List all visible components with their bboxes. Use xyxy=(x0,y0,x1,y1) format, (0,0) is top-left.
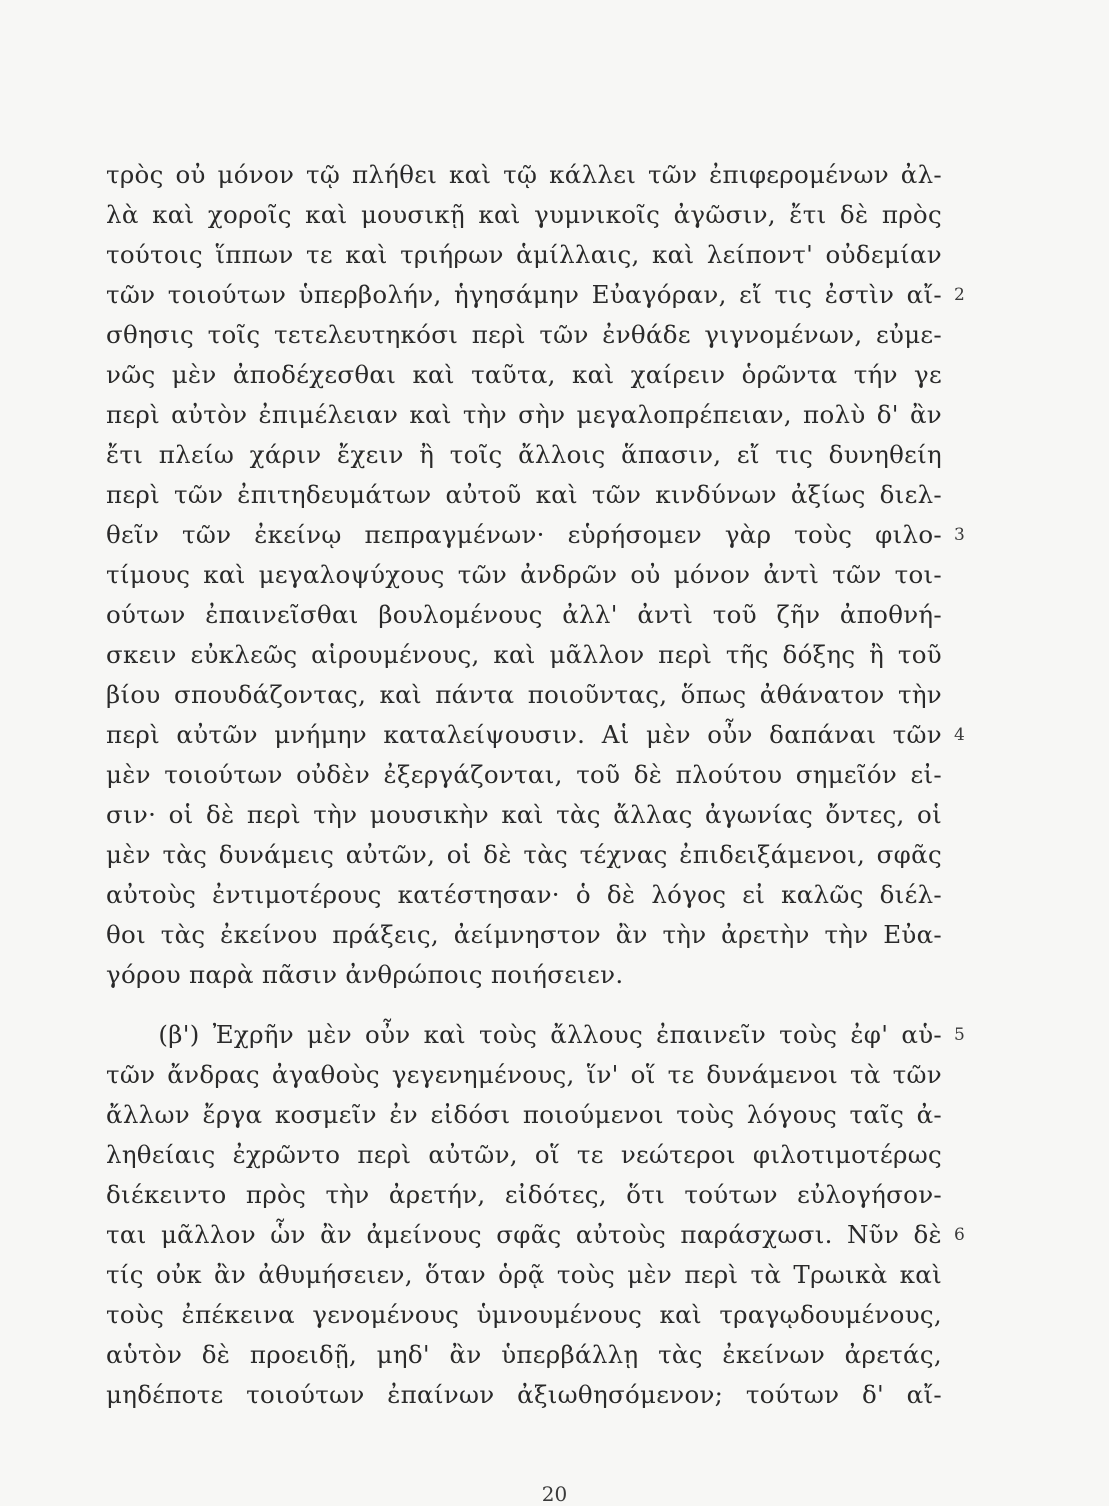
text-line: σιν· οἱ δὲ περὶ τὴν μουσικὴν καὶ τὰς ἄλλας ἀγωνίας ὄντες, οἱ xyxy=(106,800,942,829)
text-line: νῶς μὲν ἀποδέχεσθαι καὶ ταῦτα, καὶ χαίρειν ὁρῶντα τήν γε xyxy=(106,360,942,389)
text-line: ληθείαις ἐχρῶντο περὶ αὐτῶν, οἵ τε νεώτεροι φιλοτιμοτέρως xyxy=(106,1140,942,1169)
text-line: αὐτοὺς ἐντιμοτέρους κατέστησαν· ὁ δὲ λόγος εἰ καλῶς διέλ- xyxy=(106,880,942,909)
text-line: σκειν εὐκλεῶς αἱρουμένους, καὶ μᾶλλον περὶ τῆς δόξης ἢ τοῦ xyxy=(106,640,942,669)
text-line: περὶ τῶν ἐπιτηδευμάτων αὐτοῦ καὶ τῶν κινδύνων ἀξίως διελ- xyxy=(106,480,942,509)
text-line: ούτων ἐπαινεῖσθαι βουλομένους ἀλλ' ἀντὶ τοῦ ζῆν ἀποθνή- xyxy=(106,600,942,629)
section-number: 2 xyxy=(954,285,965,305)
text-line: μὲν τοιούτων οὐδὲν ἐξεργάζονται, τοῦ δὲ πλούτου σημεῖόν εἰ- xyxy=(106,760,942,789)
page-number: 20 xyxy=(541,1482,568,1506)
text-line: περὶ αὐτὸν ἐπιμέλειαν καὶ τὴν σὴν μεγαλοπρέπειαν, πολὺ δ' ἂν xyxy=(106,400,942,429)
text-line: μηδέποτε τοιούτων ἐπαίνων ἀξιωθησόμενον; τούτων δ' αἴ- xyxy=(106,1380,942,1409)
text-line: διέκειντο πρὸς τὴν ἀρετήν, εἰδότες, ὅτι τούτων εὐλογήσον- xyxy=(106,1180,942,1209)
text-line: ται μᾶλλον ὧν ἂν ἀμείνους σφᾶς αὐτοὺς παράσχωσι. Νῦν δὲ xyxy=(106,1220,942,1249)
text-line: (β') Ἐχρῆν μὲν οὖν καὶ τοὺς ἄλλους ἐπαινεῖν τοὺς ἐφ' αὑ- xyxy=(106,1020,942,1049)
section-number: 5 xyxy=(954,1025,965,1045)
section-number: 3 xyxy=(954,525,965,545)
text-line: τούτοις ἵππων τε καὶ τριήρων ἁμίλλαις, καὶ λείποντ' οὐδεμίαν xyxy=(106,240,942,269)
text-line: σθησις τοῖς τετελευτηκόσι περὶ τῶν ἐνθάδε γιγνομένων, εὐμε- xyxy=(106,320,942,349)
text-line: γόρου παρὰ πᾶσιν ἀνθρώποις ποιήσειεν. xyxy=(106,960,624,989)
text-line: ἄλλων ἔργα κοσμεῖν ἐν εἰδόσι ποιούμενοι τοὺς λόγους ταῖς ἀ- xyxy=(106,1100,942,1129)
section-number: 6 xyxy=(954,1225,965,1245)
text-line: αὑτὸν δὲ προειδῇ, μηδ' ἂν ὑπερβάλλῃ τὰς ἐκείνων ἀρετάς, xyxy=(106,1340,942,1369)
text-line: λὰ καὶ χοροῖς καὶ μουσικῇ καὶ γυμνικοῖς ἀγῶσιν, ἔτι δὲ πρὸς xyxy=(106,200,942,229)
text-line: τῶν τοιούτων ὑπερβολήν, ἡγησάμην Εὐαγόραν, εἴ τις ἐστὶν αἴ- xyxy=(106,280,942,309)
text-line: τοὺς ἐπέκεινα γενομένους ὑμνουμένους καὶ τραγῳδουμένους, xyxy=(106,1300,942,1329)
text-line: θεῖν τῶν ἐκείνῳ πεπραγμένων· εὑρήσομεν γὰρ τοὺς φιλο- xyxy=(106,520,942,549)
text-line: ἔτι πλείω χάριν ἔχειν ἢ τοῖς ἄλλοις ἅπασιν, εἴ τις δυνηθείη xyxy=(106,440,942,469)
text-line: μὲν τὰς δυνάμεις αὐτῶν, οἱ δὲ τὰς τέχνας ἐπιδειξάμενοι, σφᾶς xyxy=(106,840,942,869)
text-line: βίου σπουδάζοντας, καὶ πάντα ποιοῦντας, ὅπως ἀθάνατον τὴν xyxy=(106,680,942,709)
text-line: θοι τὰς ἐκείνου πράξεις, ἀείμνηστον ἂν τὴν ἀρετὴν τὴν Εὐα- xyxy=(106,920,942,949)
text-line: τίς οὐκ ἂν ἀθυμήσειεν, ὅταν ὁρᾷ τοὺς μὲν περὶ τὰ Τρωικὰ καὶ xyxy=(106,1260,942,1289)
text-line: τῶν ἄνδρας ἀγαθοὺς γεγενημένους, ἵν' οἵ τε δυνάμενοι τὰ τῶν xyxy=(106,1060,942,1089)
text-line: περὶ αὐτῶν μνήμην καταλείψουσιν. Αἱ μὲν οὖν δαπάναι τῶν xyxy=(106,720,942,749)
text-line: τίμους καὶ μεγαλοψύχους τῶν ἀνδρῶν οὐ μόνον ἀντὶ τῶν τοι- xyxy=(106,560,942,589)
section-number: 4 xyxy=(954,725,965,745)
text-line: τρὸς οὐ μόνον τῷ πλήθει καὶ τῷ κάλλει τῶν ἐπιφερομένων ἀλ- xyxy=(106,160,942,189)
